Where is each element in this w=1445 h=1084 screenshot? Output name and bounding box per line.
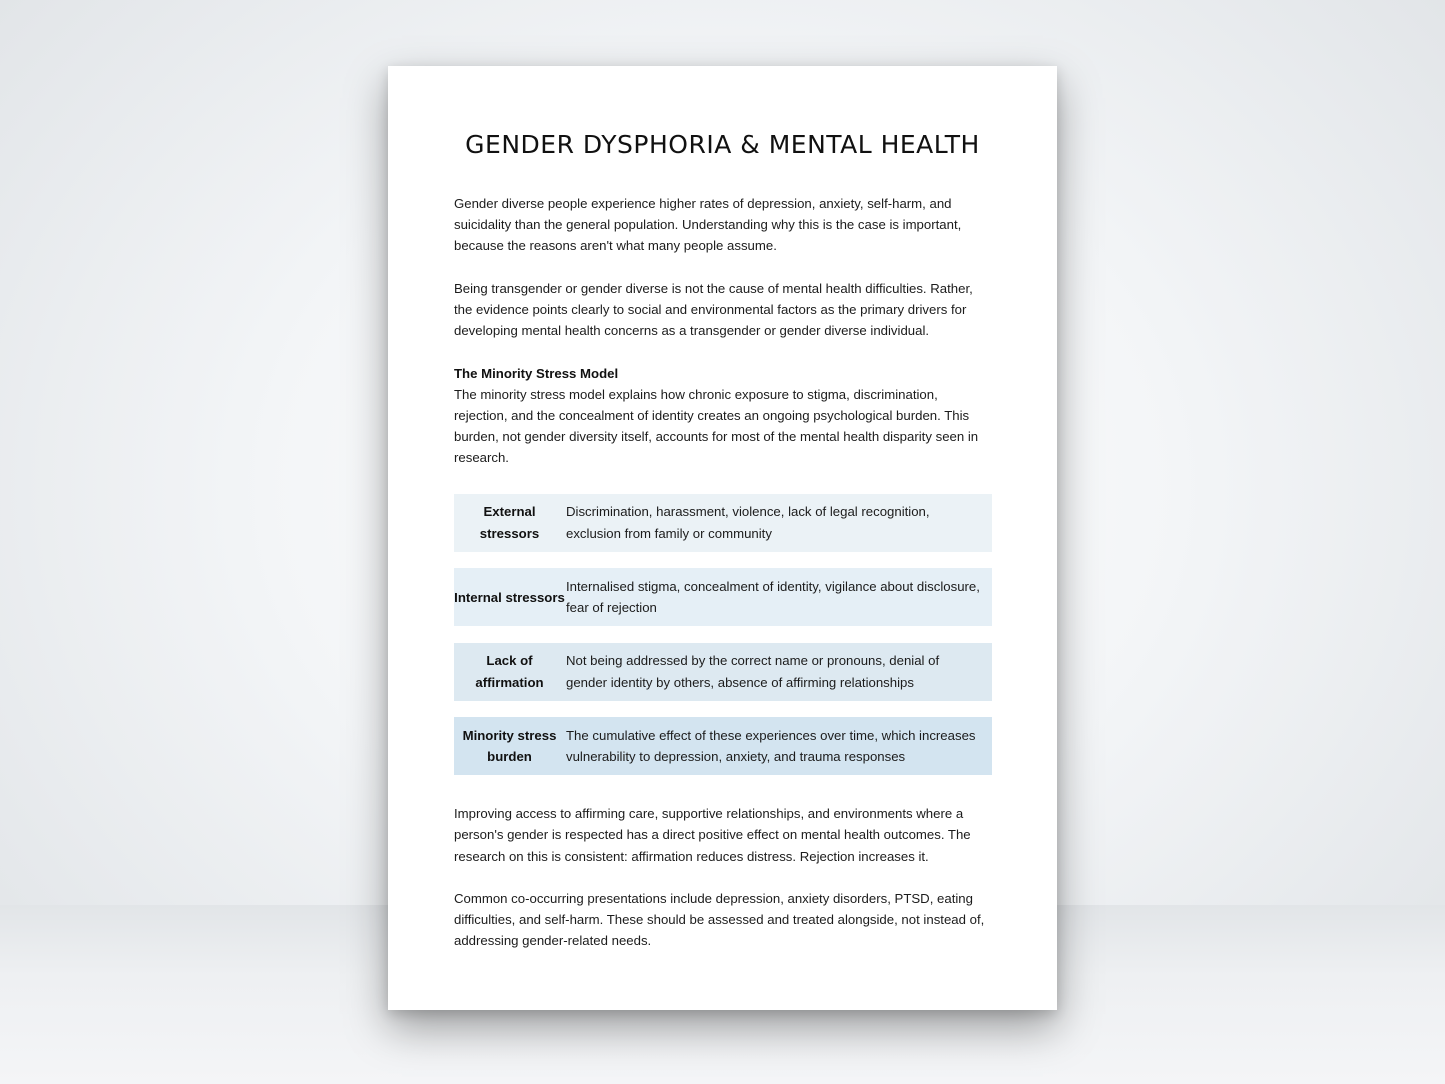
closing-paragraph-1: Improving access to affirming care, supportive relationships, and environments where a person's gender is respected has a direct positive effect on mental health outcomes. The research on this is consistent: affirmation reduces distress. Rejection increases it. — [454, 806, 971, 864]
document-body — [454, 193, 992, 973]
row-label: Internal stressors — [454, 589, 565, 605]
table-row — [454, 494, 992, 552]
minority-stress-section — [454, 363, 992, 469]
row-description: The cumulative effect of these experiences over time, which increases vulnerability to depression, anxiety, and trauma responses — [566, 727, 976, 765]
closing-paragraph-2: Common co-occurring presentations include depression, anxiety disorders, PTSD, eating difficulties, and self-harm. These should be assessed and treated alongside, not instead of, addressing gender-related needs. — [454, 890, 985, 949]
row-label: Minority stress burden — [462, 727, 557, 765]
row-label: External stressors — [479, 504, 540, 541]
row-description: Not being addressed by the correct name or pronouns, denial of gender identity by others, absence of affirming relationships — [566, 653, 940, 690]
section-heading: The Minority Stress Model — [454, 365, 619, 381]
table-row — [454, 717, 992, 775]
row-description: Internalised stigma, concealment of identity, vigilance about disclosure, fear of rejection — [566, 578, 980, 616]
table-row — [454, 568, 992, 626]
intro-paragraph-1: Gender diverse people experience higher rates of depression, anxiety, self-harm, and suicidality than the general population. Understanding why this is the case is important, because the reasons aren't what many people assume. — [454, 196, 962, 254]
page-title: GENDER DYSPHORIA & MENTAL HEALTH — [465, 130, 980, 159]
document-page — [388, 66, 1057, 1010]
intro-paragraph-2: Being transgender or gender diverse is not the cause of mental health difficulties. Rather, the evidence points clearly to social and environmental factors as the primary drivers for developing mental health concerns as a transgender or gender diverse individual. — [454, 280, 973, 339]
table-row — [454, 643, 992, 701]
section-text: The minority stress model explains how chronic exposure to stigma, discrimination, rejection, and the concealment of identity creates an ongoing psychological burden. This burden, not gender diversity itself, accounts for most of the mental health disparity seen in research. — [454, 386, 979, 466]
stressors-table — [454, 494, 992, 776]
row-label: Lack of affirmation — [475, 653, 544, 690]
row-description: Discrimination, harassment, violence, lack of legal recognition, exclusion from family or community — [566, 504, 930, 541]
